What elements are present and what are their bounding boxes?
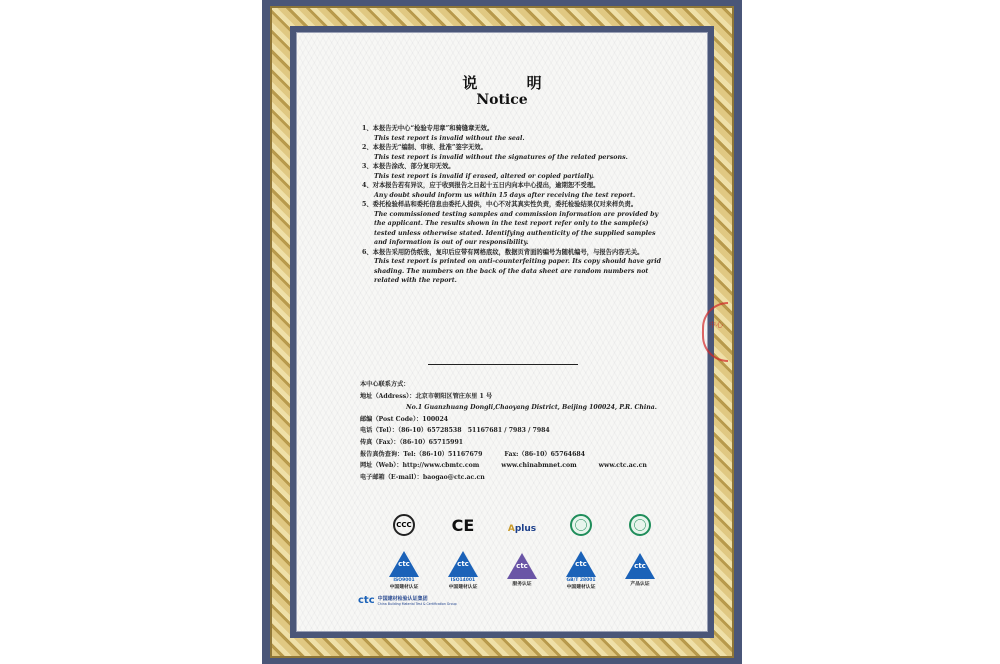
notice-item [362, 124, 662, 143]
contact-info [360, 379, 670, 483]
web-link-3[interactable]: www.ctc.ac.cn [598, 462, 647, 470]
notice-item-en: This test report is invalid without the signatures of the related persons. [374, 153, 628, 161]
green-seal-icon [570, 514, 592, 536]
notice-item-en: This test report is invalid without the seal. [374, 134, 525, 142]
footer-org-english: China Building Material Test & Certification Group [377, 602, 457, 606]
address-english: No.1 Guanzhuang Dongli,Chaoyang District, Beijing 100024, P.R. China. [406, 404, 657, 412]
notice-item-en: This test report is invalid if erased, altered or copied partially. [374, 172, 595, 180]
notice-item-en: Any doubt should inform us within 15 days after receiving the test report. [374, 191, 636, 199]
address-line: 地址（Address）：北京市朝阳区管庄东里 1 号 [360, 392, 493, 400]
notice-page [296, 32, 723, 632]
certification-logos-bottom [382, 550, 662, 590]
fax-line: 传真（Fax）：（86-10）65715991 [360, 438, 464, 446]
green-seal-icon [629, 514, 651, 536]
divider-line [428, 364, 578, 365]
title-chinese: 说 明 [462, 74, 564, 92]
notice-item [362, 181, 662, 200]
notice-item-zh: 5、委托检验样品和委托信息由委托人提供，中心不对其真实性负责，委托检验结果仅对来样负责。 [362, 201, 638, 208]
ce-icon: CE [451, 515, 475, 535]
notice-item-zh: 2、本报告无“编制、审核、批准”签字无效。 [362, 144, 487, 151]
ctc-cert-logo: ctc ISO9001 中国建材认证 [382, 551, 426, 590]
ctc-cert-logo: ctc 服务认证 [500, 553, 544, 587]
notice-item [362, 143, 662, 162]
notice-item [362, 162, 662, 181]
verify-fax: Fax:（86-10）65764684 [504, 450, 586, 458]
ccc-logo [382, 514, 426, 536]
footer-brand [358, 595, 457, 606]
ce-logo [441, 516, 485, 535]
notice-item-zh: 4、对本报告若有异议，应于收到报告之日起十五日内向本中心提出，逾期恕不受理。 [362, 182, 600, 189]
title-english: Notice [476, 92, 528, 108]
red-seal-stamp: 中心 [702, 302, 728, 362]
green-seal-logo [618, 514, 662, 536]
footer-org-name: 中国建材检验认证集团 [377, 596, 428, 602]
web-line [360, 460, 670, 472]
ctc-cert-logo: ctc 产品认证 [618, 553, 662, 587]
verify-tel: 报告真伪查询：Tel:（86-10）51167679 [360, 450, 483, 458]
postcode-line: 邮编（Post Code）：100024 [360, 415, 449, 423]
ctc-triangle-icon: ctc [625, 553, 655, 579]
notice-item-en: This test report is printed on anti-counterfeiting paper. Its copy should have grid shading. The numbers on the back of the data sheet are random numbers not related with the report. [374, 258, 661, 284]
notice-list [362, 124, 662, 286]
aplus-logo [500, 516, 544, 535]
ctc-logo-icon: ctc [358, 595, 375, 606]
ctc-triangle-icon: ctc [507, 553, 537, 579]
web-link-1[interactable]: 网址（Web）：http://www.cbmtc.com [360, 462, 480, 470]
certificate-frame [262, 0, 742, 664]
aplus-icon: Aplus [507, 523, 537, 534]
notice-item [362, 200, 662, 248]
notice-item-zh: 3、本报告涂改、部分复印无效。 [362, 163, 455, 170]
notice-item-en: The commissioned testing samples and commission information are provided by the applicant. The results shown in the test report refer only to the sample(s) tested unless otherwise stated. Identifying authenticity of the supplied samples and information is out of our responsibility. [374, 210, 659, 246]
ctc-triangle-icon: ctc [389, 551, 419, 577]
ccc-icon: CCC [393, 514, 415, 536]
notice-item-zh: 1、本报告无中心“检验专用章”和骑缝章无效。 [362, 125, 494, 132]
verify-line [360, 449, 670, 461]
notice-item [362, 248, 662, 286]
certification-logos-top [382, 512, 662, 538]
ctc-cert-logo: ctc GB/T 28001 中国建材认证 [559, 551, 603, 590]
green-seal-logo [559, 514, 603, 536]
ctc-cert-logo: ctc ISO14001 中国建材认证 [441, 551, 485, 590]
web-link-2[interactable]: www.chinabmnet.com [501, 462, 577, 470]
tel-line: 电话（Tel）：（86-10）65728538 51167681 / 7983 / 7984 [360, 427, 550, 435]
notice-item-zh: 6、本报告采用防伪纸张，复印后应带有网格底纹，数据页背面的编号为随机编号，与报告内容无关。 [362, 248, 644, 256]
contact-heading: 本中心联系方式： [360, 381, 410, 388]
ctc-triangle-icon: ctc [566, 551, 596, 577]
email-line: 电子邮箱（E-mail）：baogao@ctc.ac.cn [360, 473, 485, 481]
ctc-triangle-icon: ctc [448, 551, 478, 577]
